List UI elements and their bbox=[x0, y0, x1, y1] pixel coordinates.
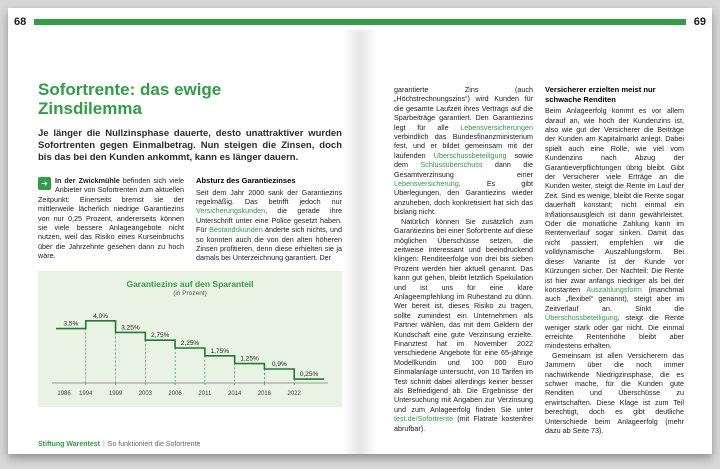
text-run: Natürlich können Sie zusätzlich zum Garantiezins bei einer Sofortrente auf diese möglichen Überschüsse setzen, die zeitweise interessant und beeindruckend klingen: Renditeerfolge von drei bis sieben Prozent werden hier aktuell genannt. Das kann gut gehen, bleibt letztlich Spekulation und ist uns für eine klare Anlageempfehlung im Ruhestand zu dünn. Wer bereit ist, dieses Risiko zu tragen, sollte zumindest ein Unternehmen als Partner wählen, das mit dem Geldern der Kundschaft eine gute Verzinsung erzielte. Finanztest hat im November 2022 verschiedene Angebote für eine 65-jährige Modellkundin und 100 000 Euro Einmalanlage untersucht, von 10 Tarifen im Test schnitt dabei allerdings keiner besser als Befriedigend ab. Die Ergebnisse der Untersuchung mit Angaben zur Verzinsung und zum Anlageerfolg finden Sie unter bbox=[394, 216, 533, 414]
glossary-term: test.de/Sofortrente bbox=[394, 414, 454, 424]
glossary-term: Auszahlungsform bbox=[586, 284, 642, 294]
glossary-term: Lebensversicherungen bbox=[460, 122, 533, 132]
svg-text:3,5%: 3,5% bbox=[63, 320, 79, 328]
svg-text:2011: 2011 bbox=[198, 390, 212, 397]
svg-text:2014: 2014 bbox=[227, 390, 242, 397]
text-run: änderte sich nichts, und so konnten auch die von den alten höheren Zinsen profitieren, denn diese erhielten sie ja damals bei Unterzeichnung garantiert. Der bbox=[196, 225, 343, 263]
book-spread bbox=[8, 8, 712, 454]
svg-text:1994: 1994 bbox=[79, 390, 93, 397]
text-run: garantierte Zins (auch „Höchstrechnungszins“) wird Kunden für die gesamte Laufzeit ihres Vertrags auf die Sparbeiträge garantiert. Den Garantiezins legt für alle bbox=[394, 85, 533, 132]
text-run: . Es gibt Überlegungen, den Garantiezins wieder anzuheben, doch konkretisiert hat sich das bislang nicht. bbox=[394, 179, 533, 217]
body-paragraph bbox=[545, 106, 684, 351]
glossary-term: Schlussüberschuss bbox=[420, 160, 483, 170]
left-page-columns bbox=[38, 176, 342, 263]
body-paragraph bbox=[545, 351, 684, 436]
svg-text:1,25%: 1,25% bbox=[240, 355, 259, 363]
text-run: dann die Gesamtverzinsung einer bbox=[394, 160, 533, 179]
body-paragraph bbox=[394, 85, 533, 217]
section-heading: Absturz des Garantiezinses bbox=[196, 176, 296, 185]
header-rule bbox=[34, 19, 686, 25]
column-2 bbox=[545, 85, 684, 435]
svg-text:0,9%: 0,9% bbox=[271, 360, 287, 368]
glossary-term: Versicherungskunden bbox=[196, 206, 266, 216]
garantiezins-chart-panel bbox=[38, 271, 342, 407]
svg-text:2003: 2003 bbox=[138, 390, 153, 397]
glossary-term: Überschussbeteiligung bbox=[433, 150, 507, 160]
svg-text:1986: 1986 bbox=[57, 390, 71, 397]
text-run: sowie dem bbox=[394, 150, 534, 170]
text-run: , steigt die Rente weniger stark oder gar nicht. Die einmal erreichte Rentenhöhe bleibt aber mindestens erhalten. bbox=[545, 313, 684, 351]
column-1 bbox=[38, 176, 184, 263]
svg-text:0,25%: 0,25% bbox=[299, 370, 319, 378]
text-run: Gemeinsam ist allen Versicherern das Jammern über die noch immer nachwirkende Niedrigzinsphase, die es schwer mache, für die Kunden gute Renditen und Überschüsse zu erwirtschaften. Diese Klage ist zum Teil berechtigt, doch es gibt deutliche Unterschiede beim Anlageerfolg (mehr dazu ab Seite 73). bbox=[545, 350, 684, 435]
text-run: Beim Anlageerfolg kommt es vor allem darauf an, wie hoch der Kundenzins ist, also wie gut der Versicherer die Beiträge der Kunden am Kapitalmarkt anlegt. Dabei spielt auch eine Rolle, wie viel vom Kundenzins nach Abzug der Garantieverpflichtungen übrig bleibt. Gibt der Versicherer viele Erträge an die Kunden weiter, steigt die Rente im Lauf der Zeit. Sind es wenige, bleibt die Rente sogar dauerhaft konstant; nicht einmal ein Inflationsausgleich ist dann gewährleistet. Oder die monatliche Zahlung kann im Rentenverlauf sogar sinken. Damit das nicht passiert, empfehlen wir die volldynamische Auszahlungsform. Bei dieser Variante ist der Kunde vor Kürzungen sicher. Der Nachteil: Die Rente ist hier zwar anfangs niedriger als bei der konstanten bbox=[545, 106, 684, 294]
svg-text:2016: 2016 bbox=[257, 390, 272, 397]
page-number-left: 68 bbox=[14, 16, 27, 28]
arrow-icon: ➜ bbox=[38, 177, 51, 190]
body-paragraph bbox=[394, 217, 533, 433]
text-run: (manchmal auch „flexibel“ genannt), steigt aber im Zeitverlauf an. Sinkt die bbox=[545, 284, 684, 313]
glossary-term: Überschussbeteiligung bbox=[545, 313, 618, 323]
body-paragraph bbox=[196, 188, 342, 263]
page-69 bbox=[360, 30, 712, 454]
page-number-right: 69 bbox=[693, 16, 706, 28]
article-title bbox=[38, 80, 342, 118]
right-page-columns bbox=[394, 85, 684, 435]
section-heading: Versicherer erzielten meist nur schwache Renditen bbox=[545, 85, 656, 104]
svg-text:1999: 1999 bbox=[108, 390, 123, 397]
chart-canvas bbox=[46, 299, 334, 399]
svg-text:2006: 2006 bbox=[168, 390, 182, 397]
page-footer bbox=[38, 441, 200, 448]
glossary-term: Bestandskunden bbox=[209, 225, 263, 235]
text-run: befinden sich viele Anbieter von Sofortrenten zum aktuellen Zeitpunkt: Einerseits bremst sie der mittlerweile lächerlich niedrige Garantiezins von nur 0,25 Prozent, andererseits können sie viele bessere Anlageangebote nicht nutzen, weil das Risiko eines Kurseinbruchs über die Jahrzehnte gesehen dann zu hoch wäre. bbox=[38, 176, 184, 261]
svg-text:2,75%: 2,75% bbox=[151, 332, 170, 340]
chart-title: Garantiezins auf den Sparanteil bbox=[126, 278, 254, 289]
svg-text:2,25%: 2,25% bbox=[180, 339, 200, 347]
intro-paragraph: Je länger die Nullzinsphase dauerte, desto unattraktiver wurden Sofortrenten gegen Einmalbetrag. Nun steigen die Zinsen, doch bis das bei den Kunden ankommt, kann es länger dauern. bbox=[38, 128, 342, 163]
footer-text: So funktioniert die Sofortrente bbox=[107, 441, 201, 448]
text-run: (mit Flatrate kostenfrei abrufbar). bbox=[394, 414, 533, 433]
text-run: verbindlich das Bundesfinanzministerium fest, und er bildet gemeinsam mit der laufenden bbox=[394, 132, 533, 160]
text-run: , die gerade ihre Unterschrift unter eine Police gesetzt haben. Für bbox=[196, 206, 342, 235]
column-2 bbox=[196, 176, 342, 263]
text-run: In der Zwickmühle bbox=[55, 176, 120, 185]
svg-text:1,75%: 1,75% bbox=[210, 347, 229, 355]
text-run: Seit dem Jahr 2000 sank der Garantiezins regelmäßig. Das betrifft jedoch nur bbox=[196, 187, 342, 206]
title-line-2: Zinsdilemma bbox=[38, 99, 142, 118]
svg-text:2022: 2022 bbox=[287, 390, 301, 397]
svg-text:4,0%: 4,0% bbox=[93, 312, 109, 320]
spread-header bbox=[8, 8, 712, 30]
chart-subtitle: (in Prozent) bbox=[173, 289, 207, 297]
column-1 bbox=[394, 85, 533, 435]
footer-brand: Stiftung Warentest bbox=[38, 441, 100, 448]
glossary-term: Lebensversicherung bbox=[394, 179, 459, 189]
title-line-1: Sofortrente: das ewige bbox=[38, 80, 222, 99]
page-68 bbox=[8, 30, 360, 454]
svg-text:3,25%: 3,25% bbox=[121, 324, 140, 332]
footer-separator: | bbox=[102, 441, 105, 448]
body-paragraph bbox=[38, 176, 184, 260]
